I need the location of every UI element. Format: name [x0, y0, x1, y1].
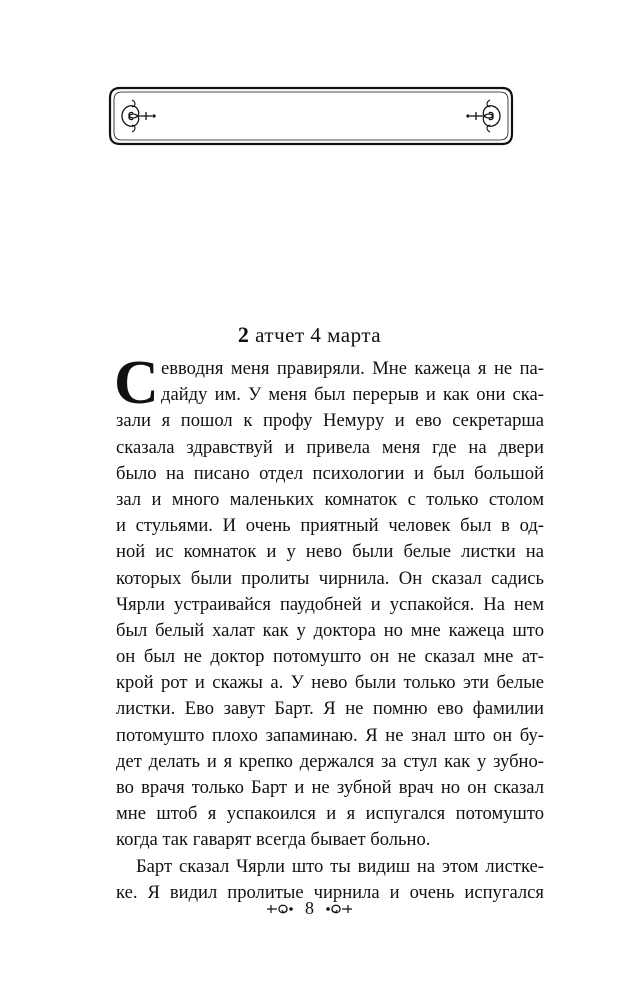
paragraph-line: сказала здравствуй и привела меня где на двери: [116, 436, 544, 458]
line-text: евводня меня правиряли. Мне кажеца я не па-: [161, 358, 544, 379]
paragraph-line: потомушто плохо запаминаю. Я не знал што он бу-: [116, 724, 544, 746]
paragraph-line: он был не доктор потомушто он не сказал мне ат-: [116, 646, 544, 668]
paragraph-line: было на писано отдел психологии и был большой: [116, 462, 544, 484]
paragraph-line: когда так гаварят всегда бывает больно.: [116, 829, 431, 851]
paragraph-line: дет делать и я крепко держался за стул как у зубно-: [116, 750, 544, 772]
paragraph-line: Барт сказал Чярли што ты видиш на этом листке-: [136, 855, 544, 877]
paragraph-line: зали я пошол к профу Немуру и ево секретарша: [116, 410, 544, 432]
chapter-title: [0, 322, 619, 348]
paragraph-line: и стульями. И очень приятный человек был в од-: [116, 515, 544, 537]
chapter-number: 2: [237, 322, 250, 347]
paragraph-line: ке. Я видил пролитые чирнила и очень испугался: [116, 881, 544, 903]
paragraph-line: был белый халат как у доктора но мне кажеца што: [116, 619, 544, 641]
paragraph-line: которых были пролиты чирнила. Он сказал садись: [116, 567, 544, 589]
paragraph-line: во врачя только Барт и не зубной врач но он сказал: [116, 777, 544, 798]
paragraph-line: ной ис комнаток и у нево были белые листки на: [116, 541, 544, 563]
paragraph-line: Чярли устраивайся паудобней и успакойся. На нем: [116, 593, 544, 615]
flourish-left-icon: [122, 100, 156, 132]
paragraph-line: мне штоб я успакоился и я испугался потомушто: [116, 803, 544, 825]
chapter-title-text: атчет 4 марта: [255, 323, 382, 347]
drop-cap: С: [114, 349, 159, 417]
page-footer: [0, 898, 619, 919]
chapter-header-frame: [106, 84, 516, 148]
ornament-left-icon: [265, 902, 295, 916]
flourish-right-icon: [466, 100, 500, 132]
paragraph-line: листки. Ево завут Барт. Я не помню ево фамилии: [116, 698, 544, 720]
body-text: [114, 349, 544, 906]
ornament-right-icon: [324, 902, 354, 916]
page-number: 8: [305, 898, 314, 918]
paragraph-line: крой рот и скажы а. У нево были только эти белые: [116, 672, 544, 694]
paragraph-line: дайду им. У меня был перерыв и как они ска-: [161, 384, 544, 406]
paragraph-line: зал и много маленьких комнаток с только столом: [116, 488, 544, 510]
ornamental-frame: [106, 84, 516, 148]
